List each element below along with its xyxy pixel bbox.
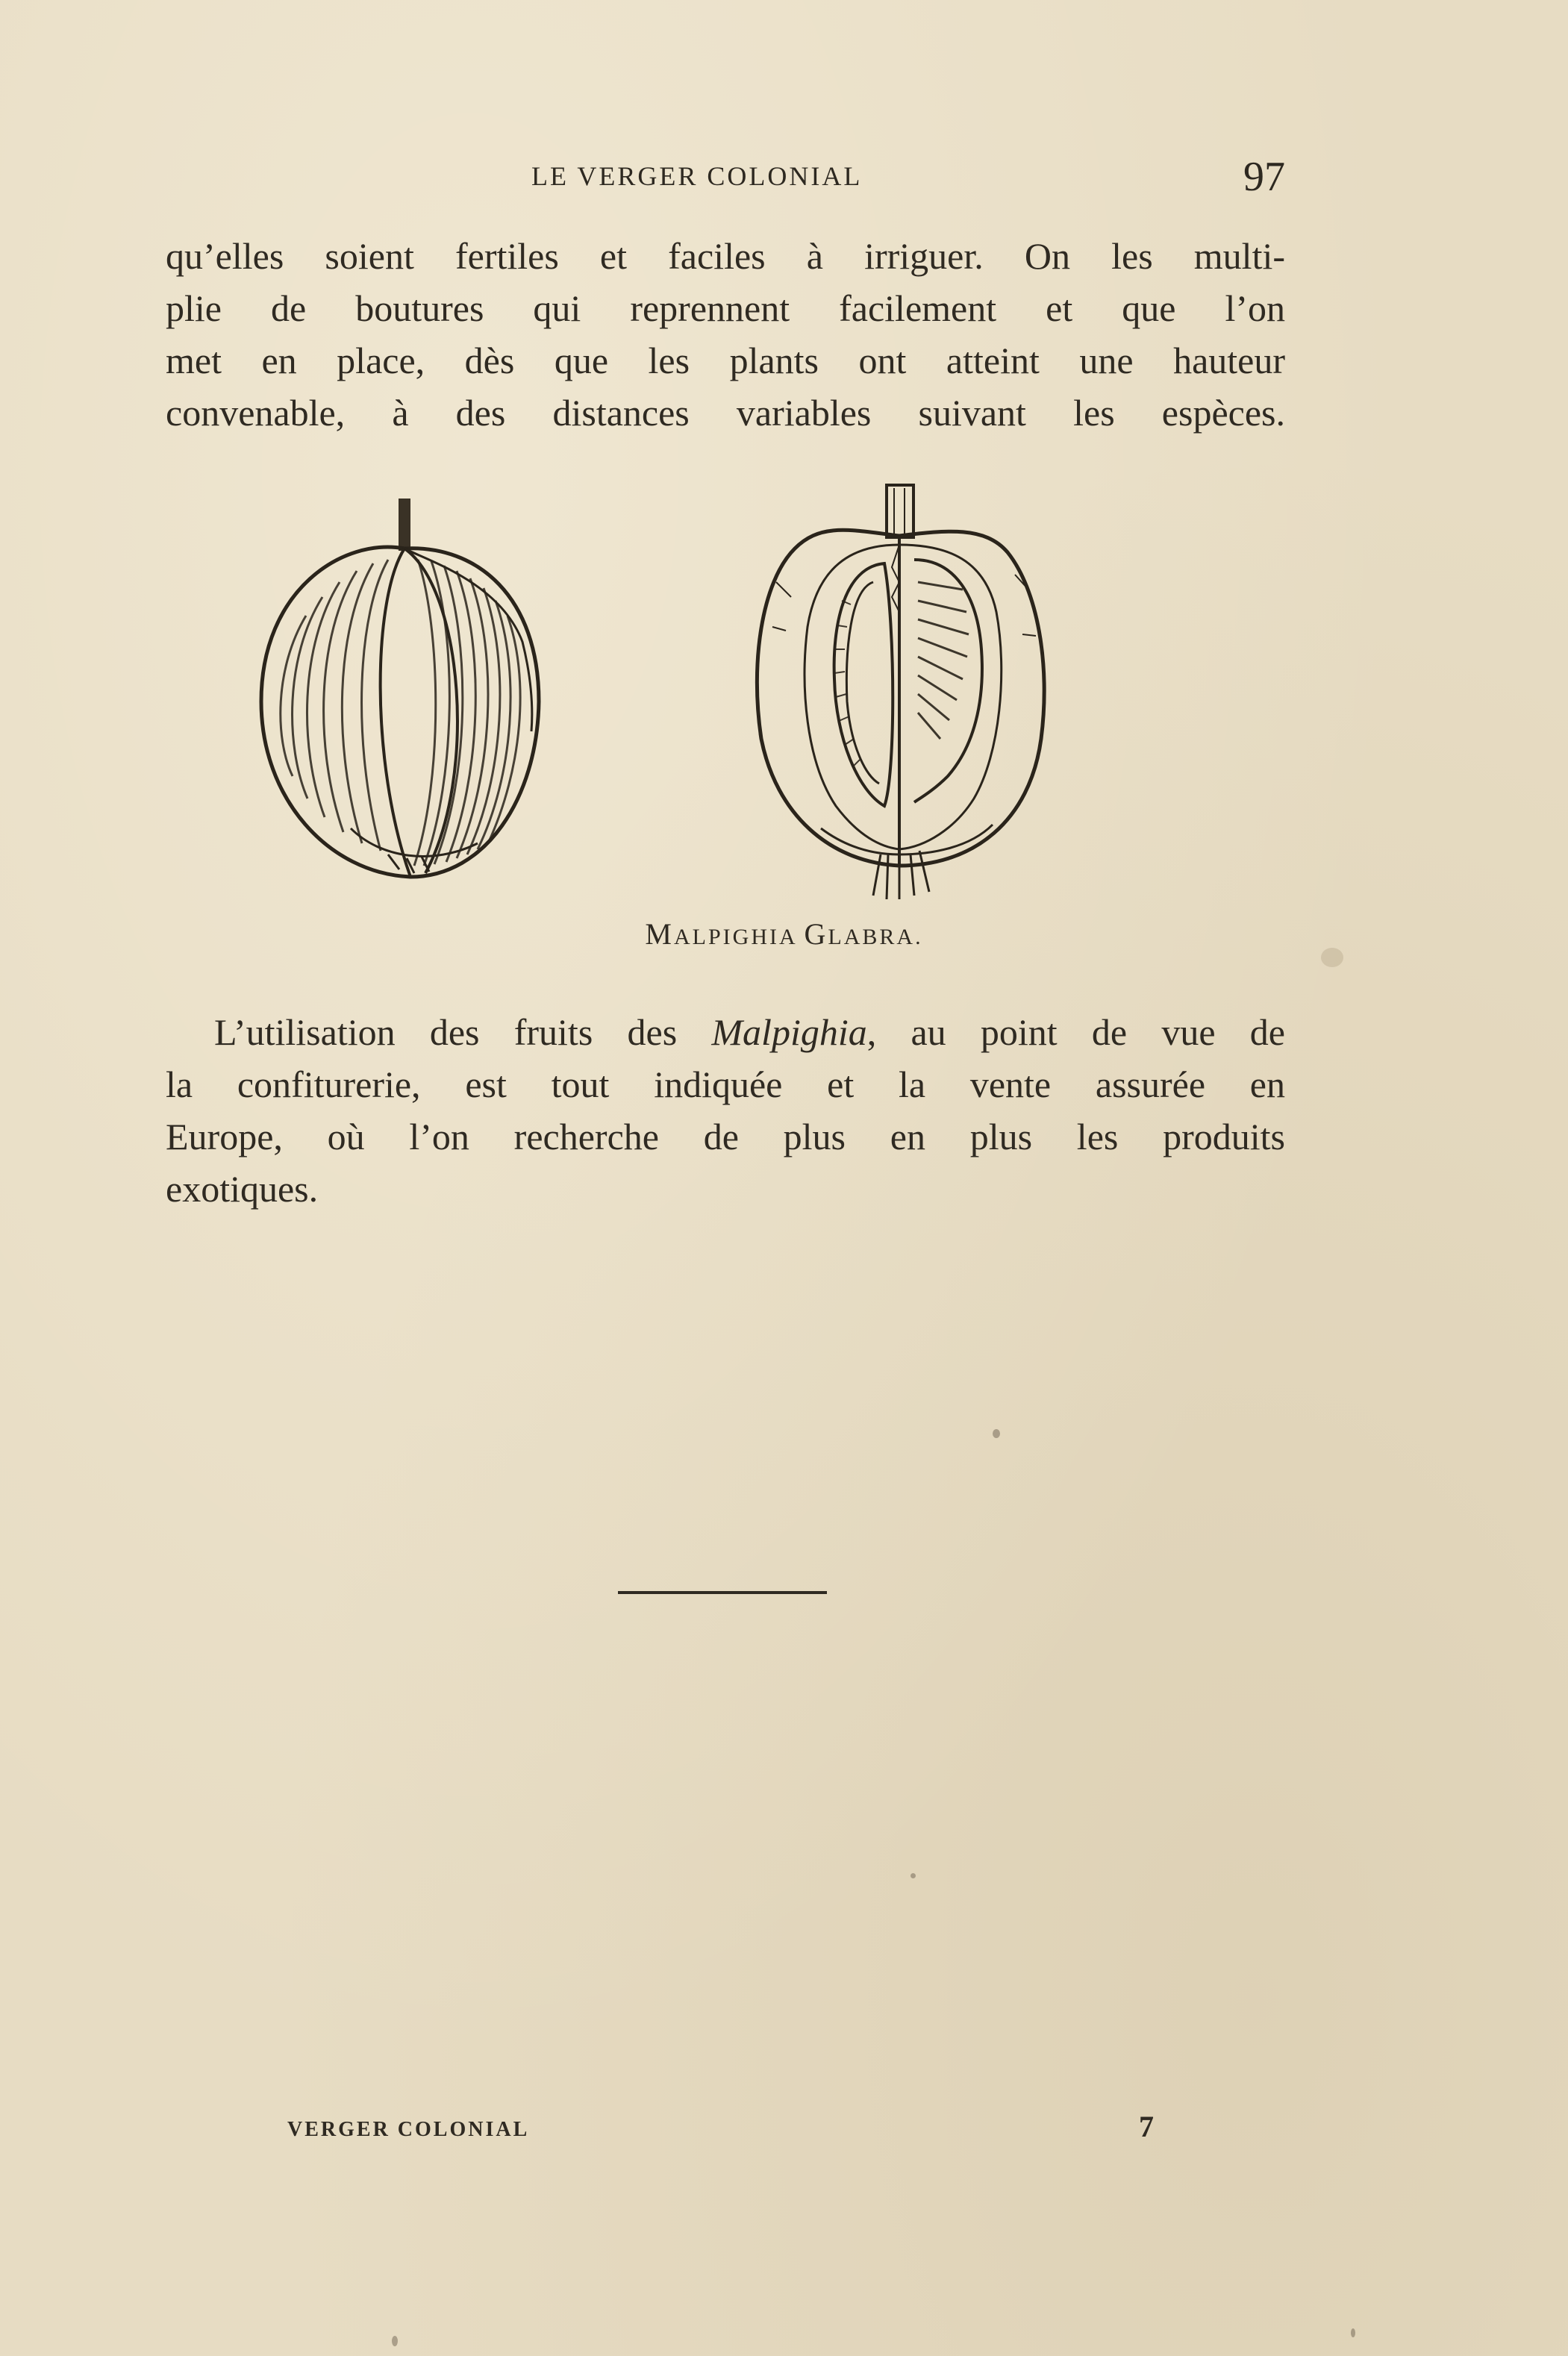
signature-number: 7 — [1139, 2110, 1154, 2143]
paper-speck — [1321, 948, 1343, 967]
paragraph-1 — [166, 230, 1285, 439]
paper-speck — [1351, 2328, 1355, 2337]
caption-initial: M — [645, 917, 674, 951]
caption-text: LABRA. — [828, 925, 923, 949]
italic-genus-name: Malpighia — [711, 1011, 867, 1053]
printer-signature: VERGER COLONIAL — [287, 2118, 530, 2141]
running-head — [166, 153, 1285, 205]
paragraph-2 — [166, 1006, 1285, 1215]
running-title: LE VERGER COLONIAL — [531, 161, 863, 191]
paragraph-1-line: met en place, dès que les plants ont atteint une hauteur — [166, 340, 1285, 381]
page-number: 97 — [1243, 154, 1285, 200]
figure-caption — [0, 916, 1568, 952]
paragraph-2-line — [166, 1006, 1285, 1058]
paper-speck — [392, 2336, 398, 2346]
paragraph-2-line: exotiques. — [166, 1168, 319, 1210]
malpighia-illustration — [239, 478, 1209, 910]
caption-initial: G — [804, 917, 828, 951]
paper-speck — [910, 1873, 916, 1878]
section-divider — [618, 1591, 827, 1594]
paragraph-1-line: convenable, à des distances variables suivant les espèces. — [166, 392, 1285, 434]
paragraph-1-line: plie de boutures qui reprennent facilement et que l’on — [166, 287, 1285, 329]
paragraph-2-line: la confiturerie, est tout indiquée et la vente assurée en — [166, 1063, 1285, 1105]
fruit-engraving — [239, 478, 1209, 910]
paragraph-2-line: Europe, où l’on recherche de plus en plus les produits — [166, 1116, 1285, 1157]
text-run: L’utilisation des fruits des — [214, 1011, 712, 1053]
paragraph-1-line: qu’elles soient fertiles et faciles à irriguer. On les multi- — [166, 235, 1285, 277]
caption-text: ALPIGHIA — [674, 925, 805, 949]
text-run: , au point de vue de — [866, 1011, 1285, 1053]
paper-speck — [993, 1429, 1000, 1438]
fruit-section-drawing — [757, 485, 1044, 899]
whole-fruit-drawing — [261, 499, 539, 877]
